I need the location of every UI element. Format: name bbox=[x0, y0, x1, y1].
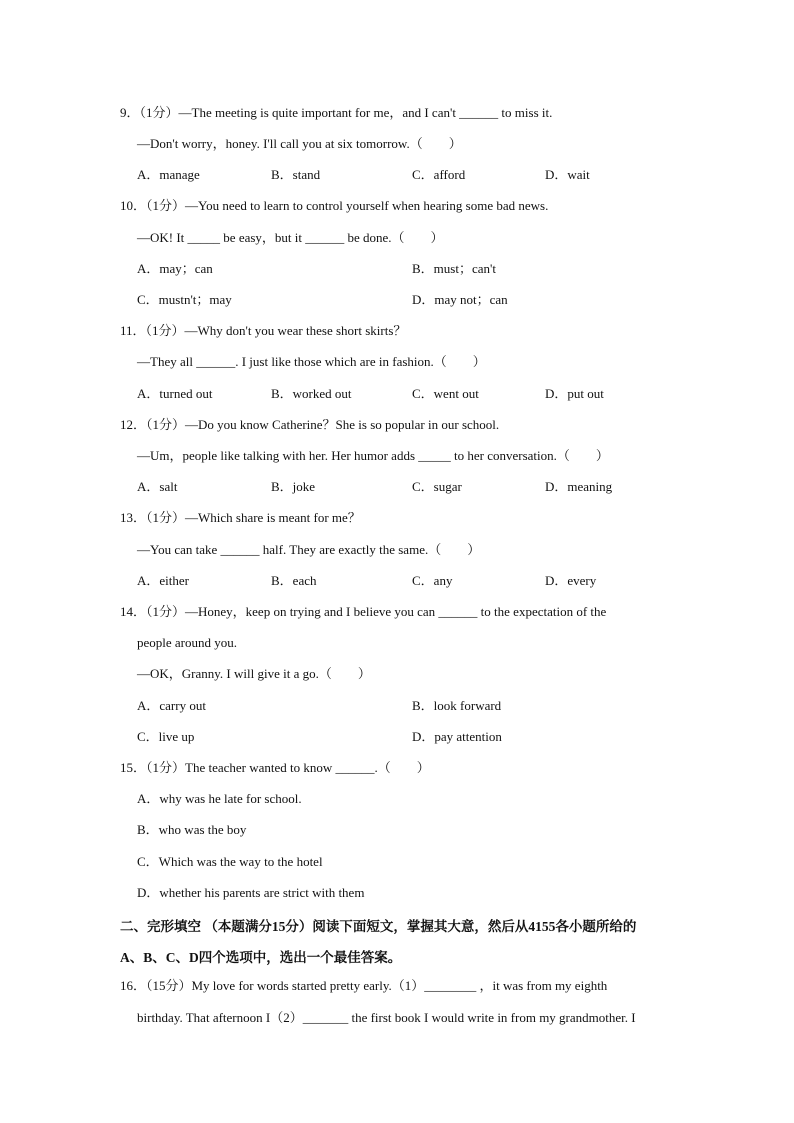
question-11-option-d: D．put out bbox=[545, 386, 604, 401]
question-13-option-d: D．every bbox=[545, 573, 597, 588]
question-9-option-b: B．stand bbox=[271, 167, 321, 182]
question-15-option-a: A．why was he late for school. bbox=[137, 791, 302, 806]
question-11-stem: 11．（1分）—Why don't you wear these short skirts？ bbox=[120, 323, 407, 338]
question-10-option-a: A．may；can bbox=[137, 261, 213, 276]
question-13-stem: 13．（1分）—Which share is meant for me？ bbox=[120, 510, 361, 525]
question-9-option-c: C．afford bbox=[412, 167, 466, 182]
question-10-option-c: C．mustn't；may bbox=[137, 292, 232, 307]
question-14-option-b: B．look forward bbox=[412, 698, 502, 713]
question-14-stem: 14．（1分）—Honey，keep on trying and I believe you can ______ to the expectation of the bbox=[120, 604, 607, 619]
question-9-dialogue: —Don't worry，honey. I'll call you at six tomorrow.（ ） bbox=[137, 136, 462, 151]
question-12-stem: 12．（1分）—Do you know Catherine？She is so popular in our school. bbox=[120, 417, 500, 432]
question-12-option-d: D．meaning bbox=[545, 479, 613, 494]
question-11-option-b: B．worked out bbox=[271, 386, 352, 401]
question-14-dialogue: —OK，Granny. I will give it a go.（ ） bbox=[137, 666, 371, 681]
question-11-option-a: A．turned out bbox=[137, 386, 213, 401]
question-10-option-d: D．may not；can bbox=[412, 292, 508, 307]
question-9-stem: 9．（1分）—The meeting is quite important for me，and I can't ______ to miss it. bbox=[120, 105, 553, 120]
question-15-option-b: B．who was the boy bbox=[137, 822, 247, 837]
question-12-option-a: A．salt bbox=[137, 479, 178, 494]
question-13-option-a: A．either bbox=[137, 573, 189, 588]
question-16-passage-continued: birthday. That afternoon I（2）_______ the first book I would write in from my grandmother. I bbox=[137, 1010, 636, 1025]
question-9-option-d: D．wait bbox=[545, 167, 590, 182]
question-10-stem: 10．（1分）—You need to learn to control yourself when hearing some bad news. bbox=[120, 198, 549, 213]
question-12-option-b: B．joke bbox=[271, 479, 316, 494]
question-9-option-a: A．manage bbox=[137, 167, 200, 182]
question-11-option-c: C．went out bbox=[412, 386, 479, 401]
question-14-option-d: D．pay attention bbox=[412, 729, 502, 744]
question-16-passage: 16．（15分）My love for words started pretty early.（1）________ ，it was from my eighth bbox=[120, 978, 608, 993]
section-heading-continued: A、B、C、D四个选项中，选出一个最佳答案。 bbox=[120, 950, 402, 965]
question-13-dialogue: —You can take ______ half. They are exactly the same.（ ） bbox=[137, 542, 481, 557]
question-14-option-a: A．carry out bbox=[137, 698, 206, 713]
question-15-option-c: C．Which was the way to the hotel bbox=[137, 854, 323, 869]
question-13-option-c: C．any bbox=[412, 573, 453, 588]
question-11-dialogue: —They all ______. I just like those which are in fashion.（ ） bbox=[137, 354, 486, 369]
question-14-stem-continued: people around you. bbox=[137, 635, 238, 650]
question-10-option-b: B．must；can't bbox=[412, 261, 496, 276]
question-10-dialogue: —OK! It _____ be easy，but it ______ be done.（ ） bbox=[137, 230, 444, 245]
question-15-option-d: D．whether his parents are strict with them bbox=[137, 885, 365, 900]
question-12-option-c: C．sugar bbox=[412, 479, 462, 494]
question-12-dialogue: —Um，people like talking with her. Her humor adds _____ to her conversation.（ ） bbox=[137, 448, 609, 463]
section-heading: 二、完形填空 （本题满分15分）阅读下面短文，掌握其大意，然后从4155各小题所给的 bbox=[120, 919, 637, 934]
question-13-option-b: B．each bbox=[271, 573, 317, 588]
question-14-option-c: C．live up bbox=[137, 729, 195, 744]
question-15-stem: 15．（1分）The teacher wanted to know ______.（ ） bbox=[120, 760, 430, 775]
